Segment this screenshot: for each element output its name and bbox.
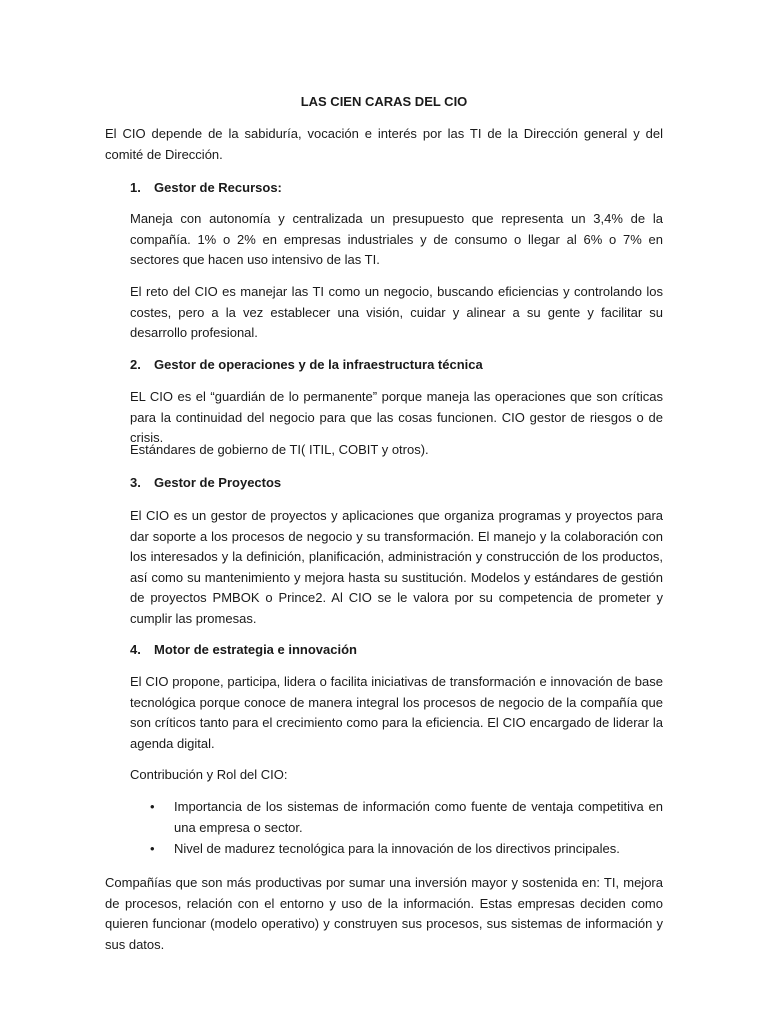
document-title: LAS CIEN CARAS DEL CIO	[300, 94, 468, 109]
section-4-paragraph-2: Contribución y Rol del CIO:	[130, 767, 288, 782]
section-number: 1.	[130, 180, 141, 195]
section-number: 4.	[130, 642, 141, 657]
closing-paragraph: Compañías que son más productivas por sumar una inversión mayor y sostenida en: TI, mejora de procesos, relación con el entorno y uso de la información. Estas empresas deciden como quieren funcionar (modelo operativo) y construyen sus procesos, sus sistemas de información y sus datos.	[105, 875, 663, 952]
section-3-paragraph-1: El CIO es un gestor de proyectos y aplicaciones que organiza programas y proyectos para dar soporte a los procesos de negocio y su transformación. El manejo y la colaboración con los interesados y la definición, planificación, administración y construcción de los productos, así como su mantenimiento y mejora hasta su sustitución. Modelos y estándares de gestión de proyectos PMBOK o Prince2. Al CIO se le valora por su competencia de prometer y cumplir las promesas.	[130, 508, 663, 626]
section-1-paragraph-2: El reto del CIO es manejar las TI como un negocio, buscando eficiencias y controlando los costes, pero a la vez establecer una visión, cuidar y alinear a su gente y facilitar su desarrollo profesional.	[130, 284, 663, 340]
section-1-paragraph-1: Maneja con autonomía y centralizada un presupuesto que representa un 3,4% de la compañía. 1% o 2% en empresas industriales y de consumo o llegar al 6% o 7% en sectores que hacen uso intensivo de las TI.	[130, 211, 663, 267]
section-title: Motor de estrategia e innovación	[154, 642, 357, 657]
section-2-paragraph-2: Estándares de gobierno de TI( ITIL, COBIT y otros).	[130, 442, 429, 457]
section-number: 3.	[130, 475, 141, 490]
intro-paragraph: El CIO depende de la sabiduría, vocación e interés por las TI de la Dirección general y del comité de Dirección.	[105, 126, 663, 162]
section-title: Gestor de Recursos:	[154, 180, 282, 195]
section-4-paragraph-1: El CIO propone, participa, lidera o facilita iniciativas de transformación e innovación de base tecnológica porque conoce de manera integral los procesos de negocio de la compañía que son críticos tanto para el crecimiento como para la eficiencia. El CIO encargado de liderar la agenda digital.	[130, 674, 663, 751]
bullet-marker: •	[150, 799, 155, 814]
bullet-text: Nivel de madurez tecnológica para la innovación de los directivos principales.	[174, 841, 620, 856]
section-title: Gestor de operaciones y de la infraestructura técnica	[154, 357, 483, 372]
bullet-text: Importancia de los sistemas de información como fuente de ventaja competitiva en una empresa o sector.	[174, 799, 663, 835]
section-number: 2.	[130, 357, 141, 372]
section-title: Gestor de Proyectos	[154, 475, 282, 490]
bullet-marker: •	[150, 841, 155, 856]
section-2-paragraph-1: EL CIO es el “guardián de lo permanente” porque maneja las operaciones que son críticas para la continuidad del negocio para que las cosas funcionen. CIO gestor de riesgos o de crisis.	[130, 389, 663, 445]
